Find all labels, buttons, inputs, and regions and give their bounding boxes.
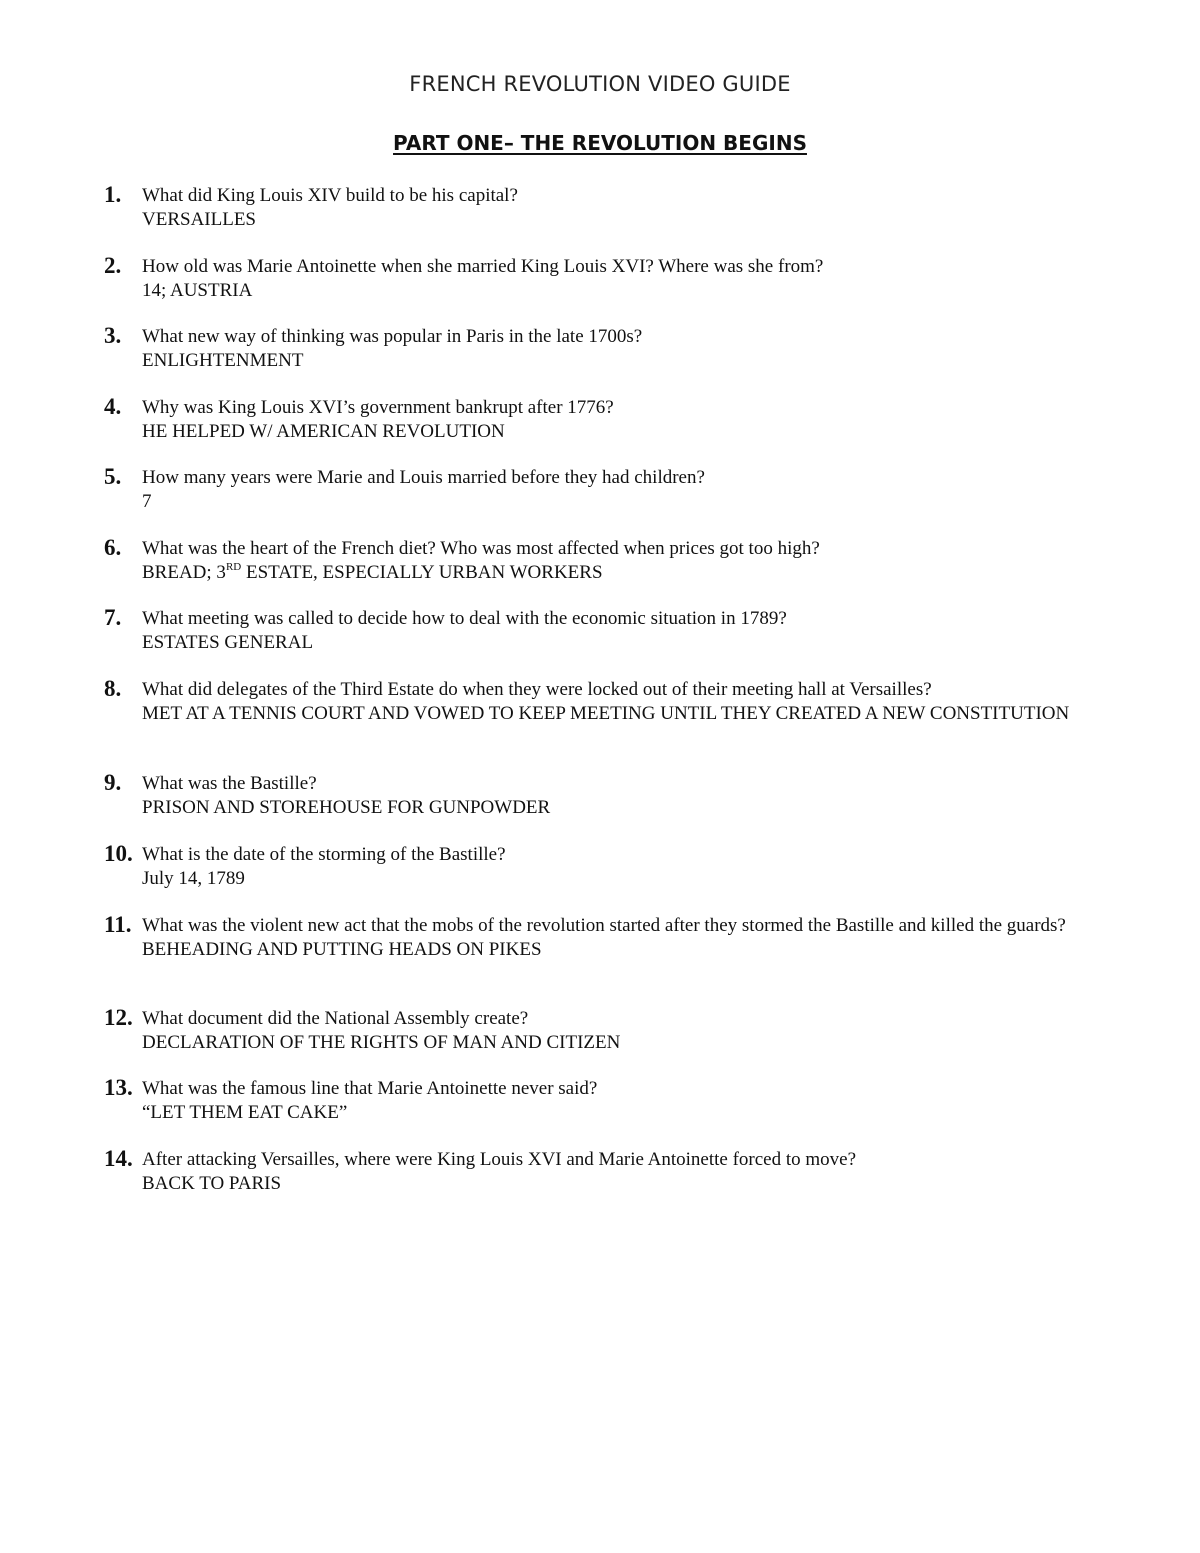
question-text: What did King Louis XIV build to be his capital? <box>142 185 518 206</box>
question-item-8 <box>104 678 1134 725</box>
question-item-7 <box>104 607 1134 654</box>
question-item-13 <box>104 1077 1134 1124</box>
answer-text: VERSAILLES <box>142 208 256 230</box>
answer-text: PRISON AND STOREHOUSE FOR GUNPOWDER <box>142 796 551 818</box>
part-heading: PART ONE– THE REVOLUTION BEGINS <box>393 131 807 155</box>
answer-text: ESTATES GENERAL <box>142 631 314 653</box>
question-number: 8. <box>104 676 122 701</box>
question-item-3 <box>104 325 1134 372</box>
question-number: 5. <box>104 464 122 489</box>
answer-text: BACK TO PARIS <box>142 1172 282 1194</box>
question-text: How old was Marie Antoinette when she married King Louis XVI? Where was she from? <box>142 256 824 277</box>
question-item-1 <box>104 184 1134 231</box>
question-number: 4. <box>104 394 122 419</box>
question-text: What was the violent new act that the mobs of the revolution started after they stormed the Bastille and killed the guards? <box>142 915 1066 936</box>
answer-text: July 14, 1789 <box>142 867 245 889</box>
answer-text: HE HELPED W/ AMERICAN REVOLUTION <box>142 420 505 442</box>
question-item-11 <box>104 914 1134 961</box>
question-text: What new way of thinking was popular in Paris in the late 1700s? <box>142 326 643 347</box>
answer-text: 7 <box>142 490 152 512</box>
question-number: 9. <box>104 770 122 795</box>
question-text: What document did the National Assembly create? <box>142 1008 529 1029</box>
answer-text-prefix: BREAD; 3 <box>142 561 226 583</box>
answer-text: MET AT A TENNIS COURT AND VOWED TO KEEP MEETING UNTIL THEY CREATED A NEW CONSTITUTION <box>142 702 1070 724</box>
question-item-2 <box>104 255 1134 302</box>
question-number: 12. <box>104 1005 133 1030</box>
answer-text: DECLARATION OF THE RIGHTS OF MAN AND CITIZEN <box>142 1031 621 1053</box>
question-number: 10. <box>104 841 133 866</box>
question-number: 11. <box>104 912 132 937</box>
question-text: Why was King Louis XVI’s government bankrupt after 1776? <box>142 397 614 418</box>
question-number: 7. <box>104 605 122 630</box>
question-number: 3. <box>104 323 122 348</box>
question-text: What did delegates of the Third Estate do when they were locked out of their meeting hall at Versailles? <box>142 679 932 700</box>
question-number: 1. <box>104 182 122 207</box>
question-number: 2. <box>104 253 122 278</box>
answer-text <box>142 561 1134 585</box>
answer-text: 14; AUSTRIA <box>142 279 253 301</box>
question-item-12 <box>104 1007 1134 1054</box>
question-text: What was the heart of the French diet? Who was most affected when prices got too high? <box>142 538 820 559</box>
question-item-6 <box>104 537 1134 584</box>
question-item-10 <box>104 843 1134 890</box>
answer-text-suffix: ESTATE, ESPECIALLY URBAN WORKERS <box>241 561 603 583</box>
question-item-5 <box>104 466 1134 513</box>
question-number: 6. <box>104 535 122 560</box>
document-title: FRENCH REVOLUTION VIDEO GUIDE <box>409 72 791 96</box>
answer-text: ENLIGHTENMENT <box>142 349 304 371</box>
question-text: What was the Bastille? <box>142 773 317 794</box>
question-text: What was the famous line that Marie Antoinette never said? <box>142 1078 598 1099</box>
question-text: After attacking Versailles, where were King Louis XVI and Marie Antoinette forced to move? <box>142 1149 857 1170</box>
answer-superscript: RD <box>225 560 242 573</box>
question-text: How many years were Marie and Louis married before they had children? <box>142 467 705 488</box>
answer-text: “LET THEM EAT CAKE” <box>142 1101 348 1123</box>
question-text: What meeting was called to decide how to deal with the economic situation in 1789? <box>142 608 787 629</box>
question-number: 14. <box>104 1146 133 1171</box>
question-item-4 <box>104 396 1134 443</box>
question-number: 13. <box>104 1075 133 1100</box>
answer-text: BEHEADING AND PUTTING HEADS ON PIKES <box>142 938 542 960</box>
question-text: What is the date of the storming of the Bastille? <box>142 844 506 865</box>
question-item-14 <box>104 1148 1134 1195</box>
question-item-9 <box>104 772 1134 819</box>
